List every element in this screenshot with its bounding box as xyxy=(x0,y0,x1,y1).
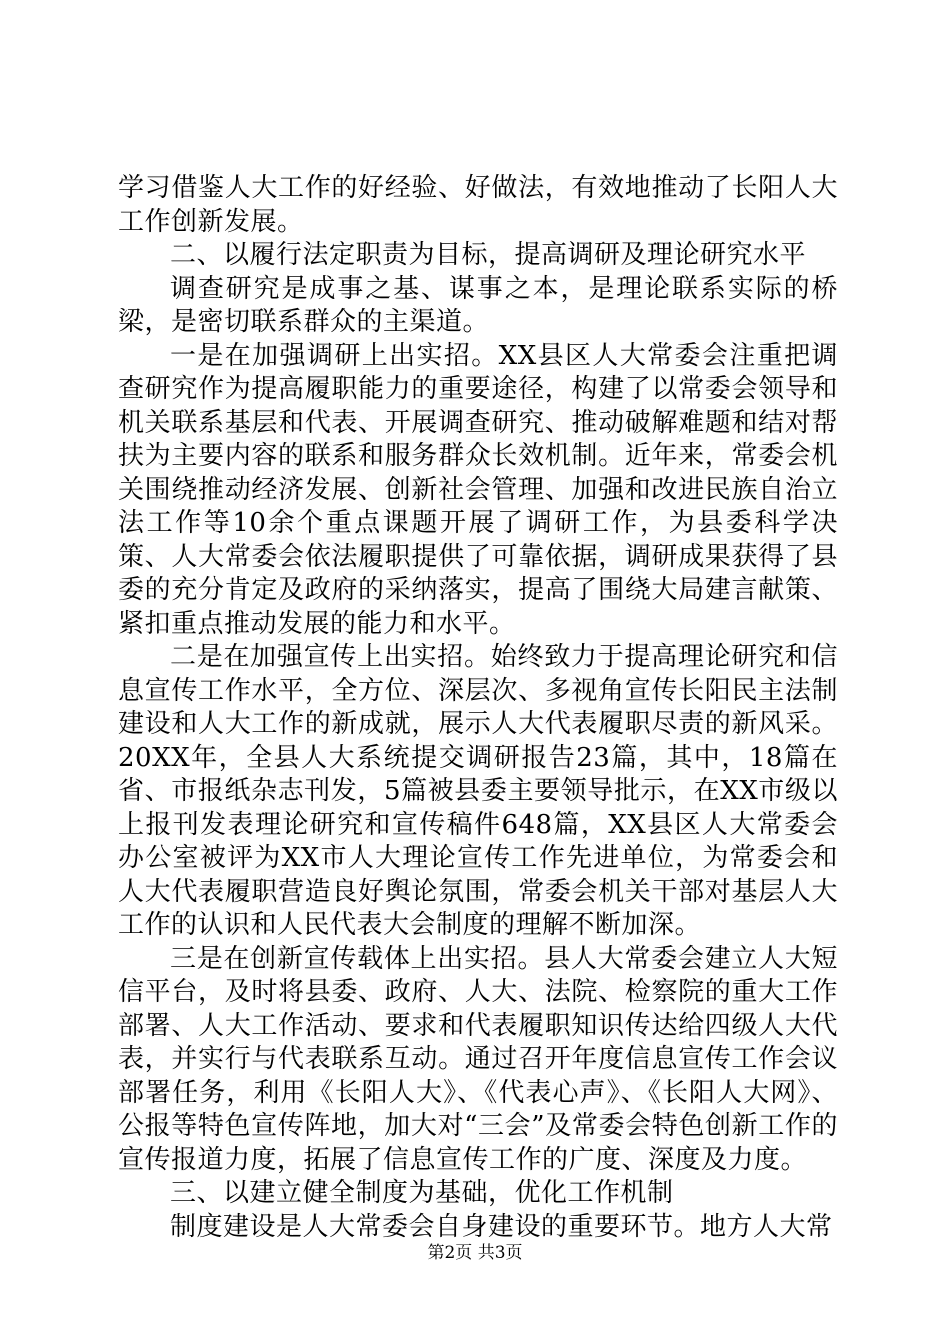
paragraph: 三是在创新宣传载体上出实招。县人大常委会建立人大短信平台，及时将县委、政府、人大、法院、检察院的重大工作部署、人大工作活动、要求和代表履职知识传达给四级人大代表，并实行与代表联系互动。通过召开年度信息宣传工作会议部署任务，利用《长阳人大》、《代表心声》、《长阳人大网》、公报等特色宣传阵地，加大对“三会”及常委会特色创新工作的宣传报道力度，拓展了信息宣传工作的广度、深度及力度。 xyxy=(118,943,838,1175)
paragraph-continuation: 学习借鉴人大工作的好经验、好做法，有效地推动了长阳人大工作创新发展。 xyxy=(118,173,838,237)
page-footer: 第2页 共3页 xyxy=(427,1243,523,1263)
paragraph: 制度建设是人大常委会自身建设的重要环节。地方人大常 xyxy=(170,1211,833,1242)
document-body xyxy=(118,172,838,1244)
paragraph: 一是在加强调研上出实招。XX县区人大常委会注重把调查研究作为提高履职能力的重要途径，构建了以常委会领导和机关联系基层和代表、开展调查研究、推动破解难题和结对帮扶为主要内容的联系和服务群众长效机制。近年来，常委会机关围绕推动经济发展、创新社会管理、加强和改进民族自治立法工作等10余个重点课题开展了调研工作，为县委科学决策、人大常委会依法履职提供了可靠依据，调研成果获得了县委的充分肯定及政府的采纳落实，提高了围绕大局建言献策、紧扣重点推动发展的能力和水平。 xyxy=(118,340,838,639)
section-heading-2: 二、以履行法定职责为目标，提高调研及理论研究水平 xyxy=(170,240,807,270)
paragraph: 二是在加强宣传上出实招。始终致力于提高理论研究和信息宣传工作水平，全方位、深层次、多视角宣传长阳民主法制建设和人大工作的新成就，展示人大代表履职尽责的新风采。20XX年，全县人大系统提交调研报告23篇，其中，18篇在省、市报纸杂志刊发，5篇被县委主要领导批示，在XX市级以上报刊发表理论研究和宣传稿件648篇，XX县区人大常委会办公室被评为XX市人大理论宣传工作先进单位，为常委会和人大代表履职营造良好舆论氛围，常委会机关干部对基层人大工作的认识和人民代表大会制度的理解不断加深。 xyxy=(118,642,838,940)
paragraph: 调查研究是成事之基、谋事之本，是理论联系实际的桥梁，是密切联系群众的主渠道。 xyxy=(118,273,838,337)
section-heading-3: 三、以建立健全制度为基础，优化工作机制 xyxy=(170,1178,674,1208)
